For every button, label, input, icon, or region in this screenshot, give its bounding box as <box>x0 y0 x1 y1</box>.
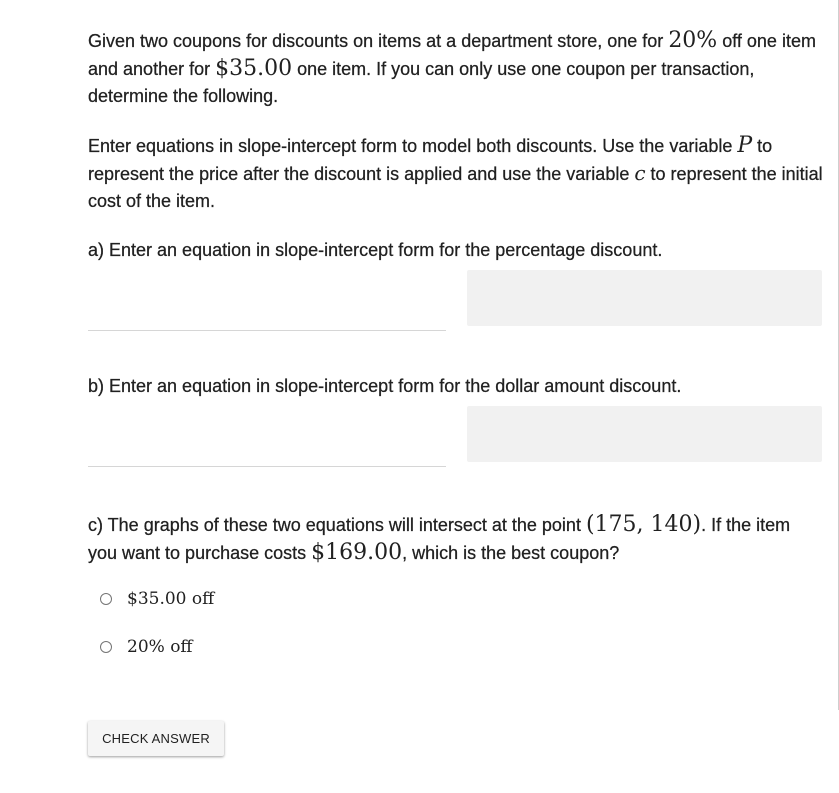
instructions-text-1: Enter equations in slope-intercept form to model both discounts. Use the variable <box>88 136 738 156</box>
intro-text-1: Given two coupons for discounts on items at a department store, one for <box>88 31 669 51</box>
question-a-text: a) Enter an equation in slope-intercept form for the percentage discount. <box>88 240 663 260</box>
option-20-percent-off[interactable] <box>100 635 193 659</box>
question-c-text-1: c) The graphs of these two equations will intersect at the point <box>88 515 586 535</box>
question-b-text: b) Enter an equation in slope-intercept form for the dollar amount discount. <box>88 376 682 396</box>
item-cost: $169.00 <box>311 540 403 565</box>
answer-b-input[interactable] <box>88 436 446 467</box>
intersection-point: (175, 140) <box>585 512 702 537</box>
variable-p: P <box>737 133 753 158</box>
intro-text-2: off one item and another for <box>88 31 816 79</box>
answer-a-preview-box <box>467 270 822 326</box>
question-c-text <box>88 511 823 567</box>
answer-a-input[interactable] <box>88 300 446 331</box>
radio-button-circle[interactable] <box>100 593 112 605</box>
intro-math-percent: 20% <box>668 28 718 53</box>
answer-b-preview-box <box>467 406 822 462</box>
option-label: 20% off <box>127 637 193 657</box>
intro-text-3: one item. If you can only use one coupon per transaction, determine the following. <box>88 59 755 106</box>
option-label: $35.00 off <box>127 589 215 609</box>
radio-button-circle[interactable] <box>100 641 112 653</box>
question-c-text-2: . If the item you want to purchase costs <box>88 515 791 563</box>
instructions-text-3: to represent the initial cost of the item. <box>88 164 823 211</box>
question-c-text-3: , which is the best coupon? <box>402 543 620 563</box>
intro-math-dollar: $35.00 <box>215 56 293 81</box>
option-35-off[interactable] <box>100 587 214 611</box>
problem-instructions <box>88 132 823 215</box>
check-answer-button[interactable]: CHECK ANSWER <box>88 721 224 756</box>
variable-c: c <box>634 161 646 185</box>
problem-intro <box>88 27 823 110</box>
instructions-text-2: to represent the price after the discount is applied and use the variable <box>88 136 773 184</box>
